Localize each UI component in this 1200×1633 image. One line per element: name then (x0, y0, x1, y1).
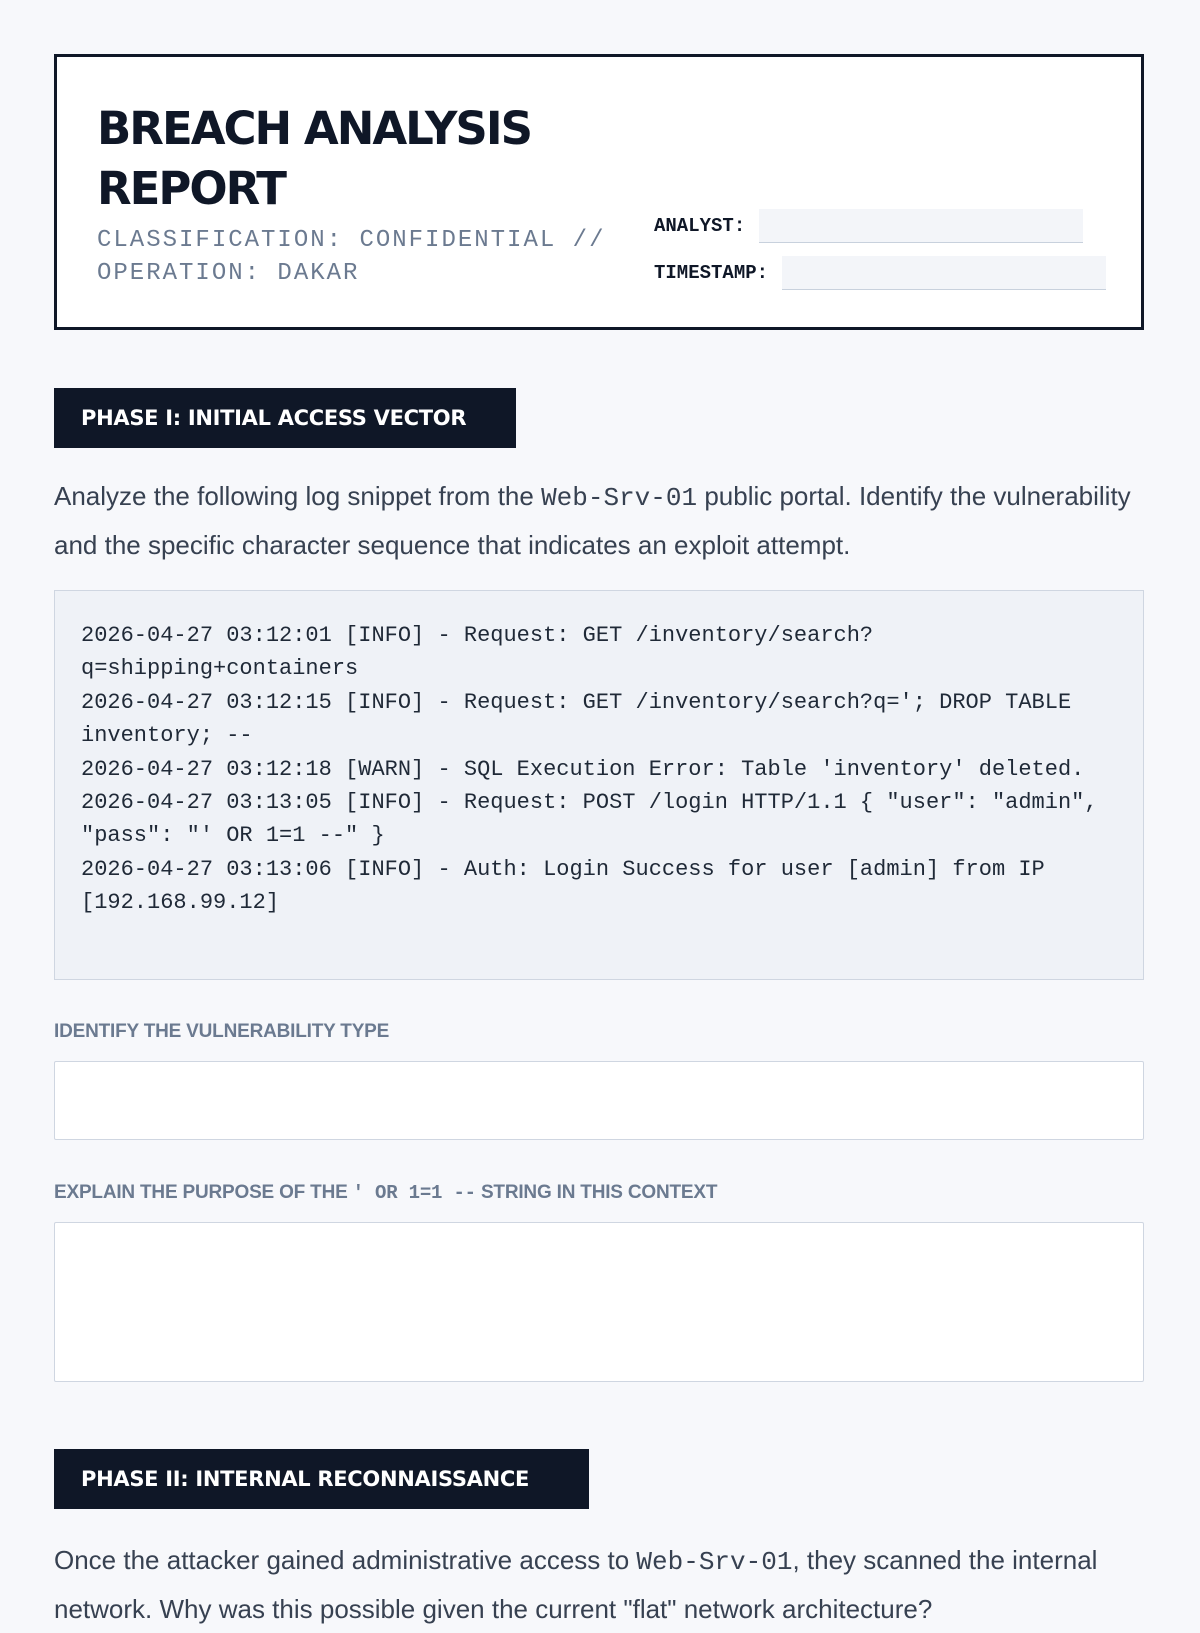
analyst-field[interactable] (759, 209, 1083, 243)
phase-2-intro-text: Once the attacker gained administrative access to (54, 1545, 637, 1575)
phase-1-intro-server: Web-Srv-01 (541, 483, 698, 513)
report-title: BREACH ANALYSIS REPORT (97, 102, 531, 215)
phase-2-intro (54, 1537, 1144, 1633)
phase-2-intro-server: Web-Srv-01 (636, 1547, 793, 1577)
log-line: 2026-04-27 03:13:06 [INFO] - Auth: Login Success for user [admin] from IP [192.168.99.12] (81, 856, 1058, 916)
analyst-row (654, 209, 1083, 243)
classification-line: CLASSIFICATION: CONFIDENTIAL // OPERATION: DAKAR (97, 227, 606, 287)
phase-1-intro-text-end: public portal. Identify the vulnerability and the specific character sequence that indicates an exploit attempt. (54, 481, 1131, 560)
purpose-label-code: ' OR 1=1 -- (352, 1182, 476, 1204)
log-line: 2026-04-27 03:12:15 [INFO] - Request: GET /inventory/search?q='; DROP TABLE inventory; -- (81, 689, 1085, 749)
vulnerability-type-input[interactable] (54, 1061, 1144, 1140)
purpose-explanation-label (54, 1182, 717, 1204)
purpose-explanation-textarea[interactable] (54, 1222, 1144, 1382)
log-line: 2026-04-27 03:13:05 [INFO] - Request: POST /login HTTP/1.1 { "user": "admin", "pass": "' OR 1=1 --" } (81, 790, 1111, 849)
phase-1-intro (54, 473, 1144, 569)
phase-2-banner: PHASE II: INTERNAL RECONNAISSANCE (54, 1449, 589, 1509)
phase-1-banner: PHASE I: INITIAL ACCESS VECTOR (54, 388, 516, 448)
analyst-label: ANALYST: (654, 215, 746, 237)
timestamp-label: TIMESTAMP: (654, 262, 769, 284)
purpose-label-text-end: STRING IN THIS CONTEXT (475, 1182, 718, 1203)
log-line: 2026-04-27 03:12:01 [INFO] - Request: GET /inventory/search?q=shipping+containers (81, 623, 874, 682)
purpose-label-text: EXPLAIN THE PURPOSE OF THE (54, 1182, 353, 1203)
timestamp-field[interactable] (782, 256, 1106, 290)
phase-1-intro-text: Analyze the following log snippet from the (54, 481, 542, 511)
log-snippet (54, 590, 1144, 980)
report-header (54, 54, 1144, 330)
vulnerability-type-label: IDENTIFY THE VULNERABILITY TYPE (54, 1021, 390, 1042)
timestamp-row (654, 256, 1106, 290)
log-line: 2026-04-27 03:12:18 [WARN] - SQL Execution Error: Table 'inventory' deleted. (81, 756, 1085, 782)
phase-2-intro-text-end: , they scanned the internal network. Why was this possible given the current "flat" network architecture? (54, 1545, 1098, 1624)
